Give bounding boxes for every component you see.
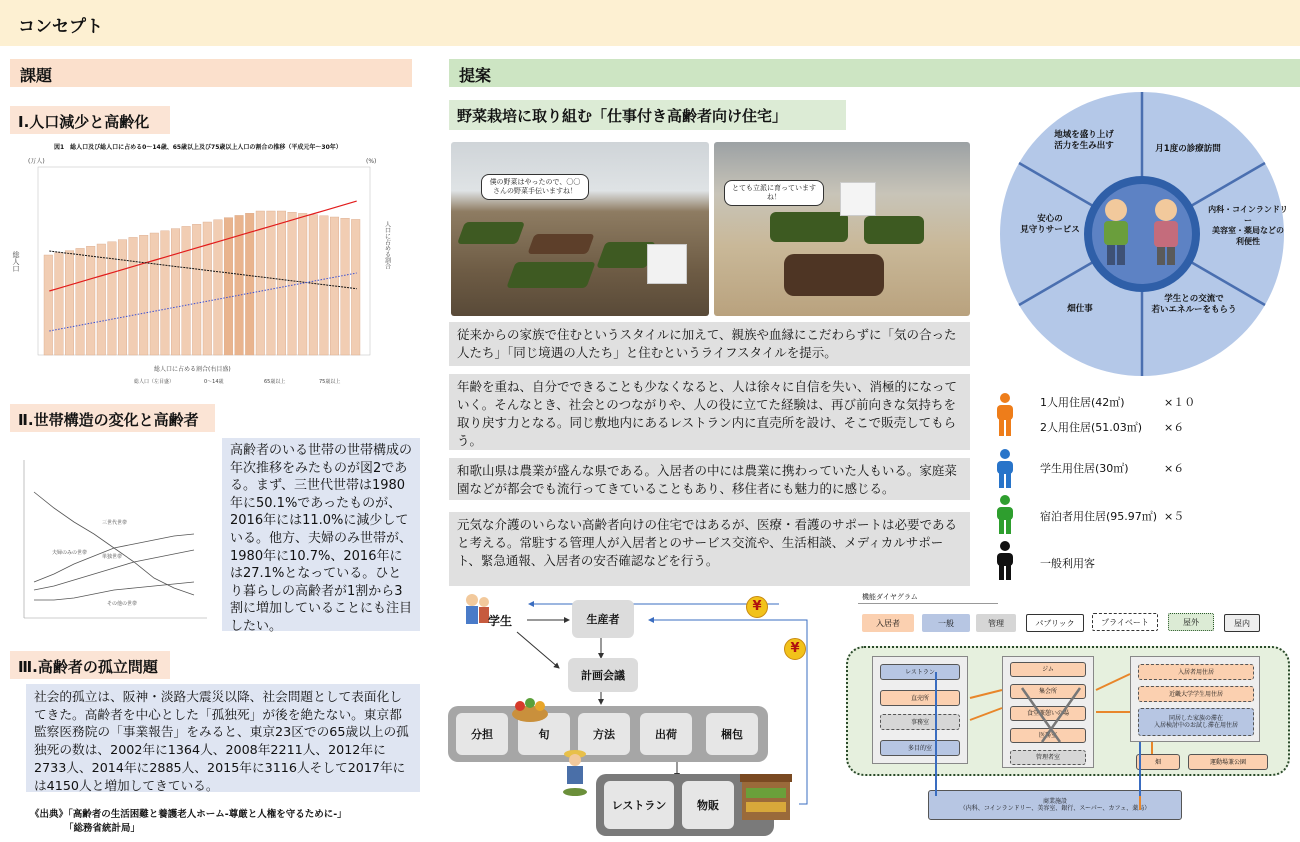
benefit-students: 学生との交流で 若いエネルーをもらう — [1151, 294, 1237, 315]
resident-single-label: 1人用住居(42㎡) — [1040, 396, 1125, 409]
resident-guest-label: 宿泊者用住居(95.97㎡) — [1040, 510, 1158, 523]
resident-student-label: 学生用住居(30㎡) — [1040, 462, 1129, 475]
model-photo-1 — [451, 142, 709, 316]
legend-public: パブリック — [1026, 614, 1084, 632]
person-icon-black — [993, 540, 1017, 582]
farmer-icon — [560, 746, 590, 798]
dg-assembly: 集会所 — [1010, 684, 1086, 699]
legend-resident: 入居者 — [862, 614, 914, 632]
legend-75: 75歳以上 — [319, 379, 341, 385]
population-bar — [330, 217, 339, 355]
person-icon-blue — [993, 448, 1017, 490]
population-bar — [139, 235, 148, 355]
dg-multipurpose: 多目的室 — [880, 740, 960, 756]
legend-65: 65歳以上 — [264, 379, 286, 385]
dg-park: 運動場兼公園 — [1188, 754, 1268, 770]
person-icon-orange — [993, 392, 1017, 440]
person-icon-green — [993, 494, 1017, 536]
chart-title: 図1 総人口及び総人口に占める0～14歳、65歳以上及び75歳以上人口の割合の推移（平成元年～30年） — [54, 144, 342, 151]
dg-dining: 食堂兼憩いの場 — [1010, 706, 1086, 721]
legend-private: プライベート — [1092, 613, 1158, 631]
legend-total: 総人口（左目盛） — [134, 379, 175, 385]
series-couple: 夫婦のみの世帯 — [52, 550, 88, 556]
dg-student-housing: 近畿大学学生用住居 — [1138, 686, 1254, 702]
population-bar — [44, 255, 53, 355]
population-bar — [65, 251, 74, 355]
section-issues-heading: 課題 — [10, 59, 412, 87]
source-2: 「総務省統計局」 — [64, 823, 141, 834]
page-title: コンセプト — [0, 0, 1300, 46]
population-bar — [277, 211, 286, 355]
population-chart — [14, 142, 394, 390]
diagram-title: 機能ダイヤグラム — [862, 593, 918, 601]
speech-bubble-1: 僕の野菜はやったので、〇〇さんの野菜手伝いますね！ — [481, 174, 589, 200]
proposal-subtitle: 野菜栽培に取り組む「仕事付き高齢者向け住宅」 — [449, 100, 846, 130]
population-bar — [288, 212, 297, 355]
population-chart-svg — [14, 151, 394, 387]
population-bar — [76, 248, 85, 355]
resident-double-label: 2人用住居(51.03㎡) — [1040, 421, 1143, 434]
population-bar — [245, 213, 254, 355]
dg-office: 事務室 — [880, 714, 960, 730]
flow-step-ship: 出荷 — [640, 713, 692, 755]
legend-admin: 管理 — [976, 614, 1016, 632]
paragraph-wakayama: 和歌山県は農業が盛んな県である。入居者の中には農業に携わっていた人もいる。家庭菜園などが都会でも流行ってきていることもあり、移住者にも魅力的に感じる。 — [449, 458, 970, 500]
axis-label-right: 人口に占める割合 — [383, 221, 391, 269]
population-bar — [161, 231, 170, 355]
benefit-medical: 月1度の診療訪問 — [1155, 144, 1221, 154]
resident-guest-count: ×５ — [1164, 510, 1185, 523]
population-bar — [298, 213, 307, 355]
population-bar — [118, 240, 127, 355]
paragraph-support: 元気な介護のいらない高齢者向けの住宅ではあるが、医療・看護のサポートは必要であると考える。常駐する管理人が入居者とのサービス交流や、生活相談、メディカルサポート、緊急通報、入居者の安否確認などを行う。 — [449, 512, 970, 586]
benefit-convenience: 内科・コインランドリー 美容室・薬局などの 利便性 — [1208, 205, 1288, 246]
series-single: 単独世帯 — [102, 554, 123, 560]
benefit-farming: 畑仕事 — [1067, 304, 1093, 314]
flow-shop: 物販 — [682, 781, 734, 829]
heading-isolation: Ⅲ.高齢者の孤立問題 — [10, 651, 170, 679]
benefit-safety: 安心の 見守りサービス — [1020, 214, 1080, 235]
axis-label-left: 総人口 — [12, 251, 20, 272]
flow-student: 学生 — [488, 614, 513, 628]
benefit-community: 地域を盛り上げ 活力を生み出す — [1054, 130, 1114, 151]
series-other: その他の世帯 — [107, 601, 138, 607]
population-bar — [129, 237, 138, 355]
legend-general: 一般 — [922, 614, 970, 632]
market-stall-icon — [738, 770, 794, 824]
source-1: 《出典》「高齢者の生活困難と養護老人ホーム-尊厳と人権を守るために-」 — [30, 809, 347, 820]
unit-left: (万人) — [28, 158, 45, 165]
unit-right: (%) — [366, 158, 377, 165]
household-text: 高齢者のいる世帯の世帯構成の年次推移をみたものが図2である。まず、三世代世帯は1980年に50.1%であったものが、2016年には11.0%に減少している。他方、夫婦のみ世帯が、1980年に10.7%、2016年には27.1%となっている。ひとり暮らしの高齢者が1割から3割に増加していることにも注目したい。 — [222, 438, 420, 631]
population-bar — [182, 226, 191, 355]
dg-direct-sales: 直売所 — [880, 690, 960, 706]
population-bar — [86, 246, 95, 355]
heading-household: Ⅱ.世帯構造の変化と高齢者 — [10, 404, 215, 432]
population-bar — [256, 211, 265, 355]
x-axis-label: 総人口に占める割合(右目盛) — [154, 366, 231, 373]
dg-manager: 管理者室 — [1010, 750, 1086, 765]
population-bar — [171, 229, 180, 355]
flow-step-share: 分担 — [456, 713, 508, 755]
legend-outdoor: 屋外 — [1168, 613, 1214, 631]
dg-commercial: 商業施設 （内科、コインランドリー、美容室、銀行、スーパー、カフェ、薬局） — [928, 790, 1182, 820]
paragraph-lifestyle: 従来からの家族で住むというスタイルに加えて、親族や血縁にこだわらずに「気の合った人たち」「同じ境遇の人たち」と住むというライフスタイルを提示。 — [449, 322, 970, 366]
resident-double-count: ×６ — [1164, 421, 1185, 434]
dg-gym: ジム — [1010, 662, 1086, 677]
flow-step-pack: 梱包 — [706, 713, 758, 755]
population-bar — [351, 219, 360, 355]
legend-0-14: 0〜14歳 — [204, 379, 224, 385]
section-proposal-heading: 提案 — [449, 59, 1300, 87]
flow-restaurant: レストラン — [604, 781, 674, 829]
flow-meeting: 計画会議 — [568, 658, 638, 692]
yen-icon-1: ¥ — [746, 596, 768, 618]
flow-step-season: 旬 — [518, 713, 570, 755]
flow-step-method: 方法 — [578, 713, 630, 755]
population-bar — [267, 211, 276, 355]
population-bar — [192, 224, 201, 355]
model-photo-2 — [714, 142, 970, 316]
flow-producer: 生産者 — [572, 600, 634, 638]
dg-medical: 医務室 — [1010, 728, 1086, 743]
population-bar — [214, 220, 223, 355]
population-bar — [150, 233, 159, 355]
resident-student-count: ×６ — [1164, 462, 1185, 475]
dg-restaurant: レストラン — [880, 664, 960, 680]
yen-icon-2: ¥ — [784, 638, 806, 660]
isolation-text: 社会的孤立は、阪神・淡路大震災以降、社会問題として表面化してきた。高齢者を中心とした「孤独死」が後を絶たない。東京都監察医務院の「事業報告」をみると、東京23区での65歳以上の孤独死の数は、2002年に1364人、2008年2211人、2012年に2733人、2014年に2885人、2015年に3116人そして2017年には4150人と増加してきている。 — [26, 684, 420, 792]
household-chart — [12, 450, 214, 640]
series-three-gen: 三世代世帯 — [102, 520, 128, 526]
population-bar — [203, 222, 212, 355]
paragraph-confidence: 年齢を重ね、自分でできることも少なくなると、人は徐々に自信を失い、消極的になっていく。そんなとき、社会とのつながりや、人の役に立てた経験は、再び前向きな気持ちを取り戻す力となる。同じ敷地内にあるレストラン内に直売所を設け、そこで販売してもらう。 — [449, 374, 970, 450]
speech-bubble-2: とても立派に育っていますね！ — [724, 180, 824, 206]
dg-trial-housing: 同居した家族の滞在 入居検討中のお試し滞在用住居 — [1138, 708, 1254, 736]
population-bar — [55, 253, 64, 355]
population-bar — [97, 244, 106, 355]
legend-indoor: 屋内 — [1224, 614, 1260, 632]
vegetable-basket-icon — [510, 694, 550, 724]
heading-population: Ⅰ.人口減少と高齢化 — [10, 106, 170, 134]
dg-resident-housing: 入居者用住居 — [1138, 664, 1254, 680]
population-bar — [309, 215, 318, 355]
resident-single-count: ×１０ — [1164, 396, 1196, 409]
diagram-arrows — [846, 646, 1290, 842]
resident-public-label: 一般利用客 — [1040, 557, 1095, 570]
dg-field: 畑 — [1136, 754, 1180, 770]
